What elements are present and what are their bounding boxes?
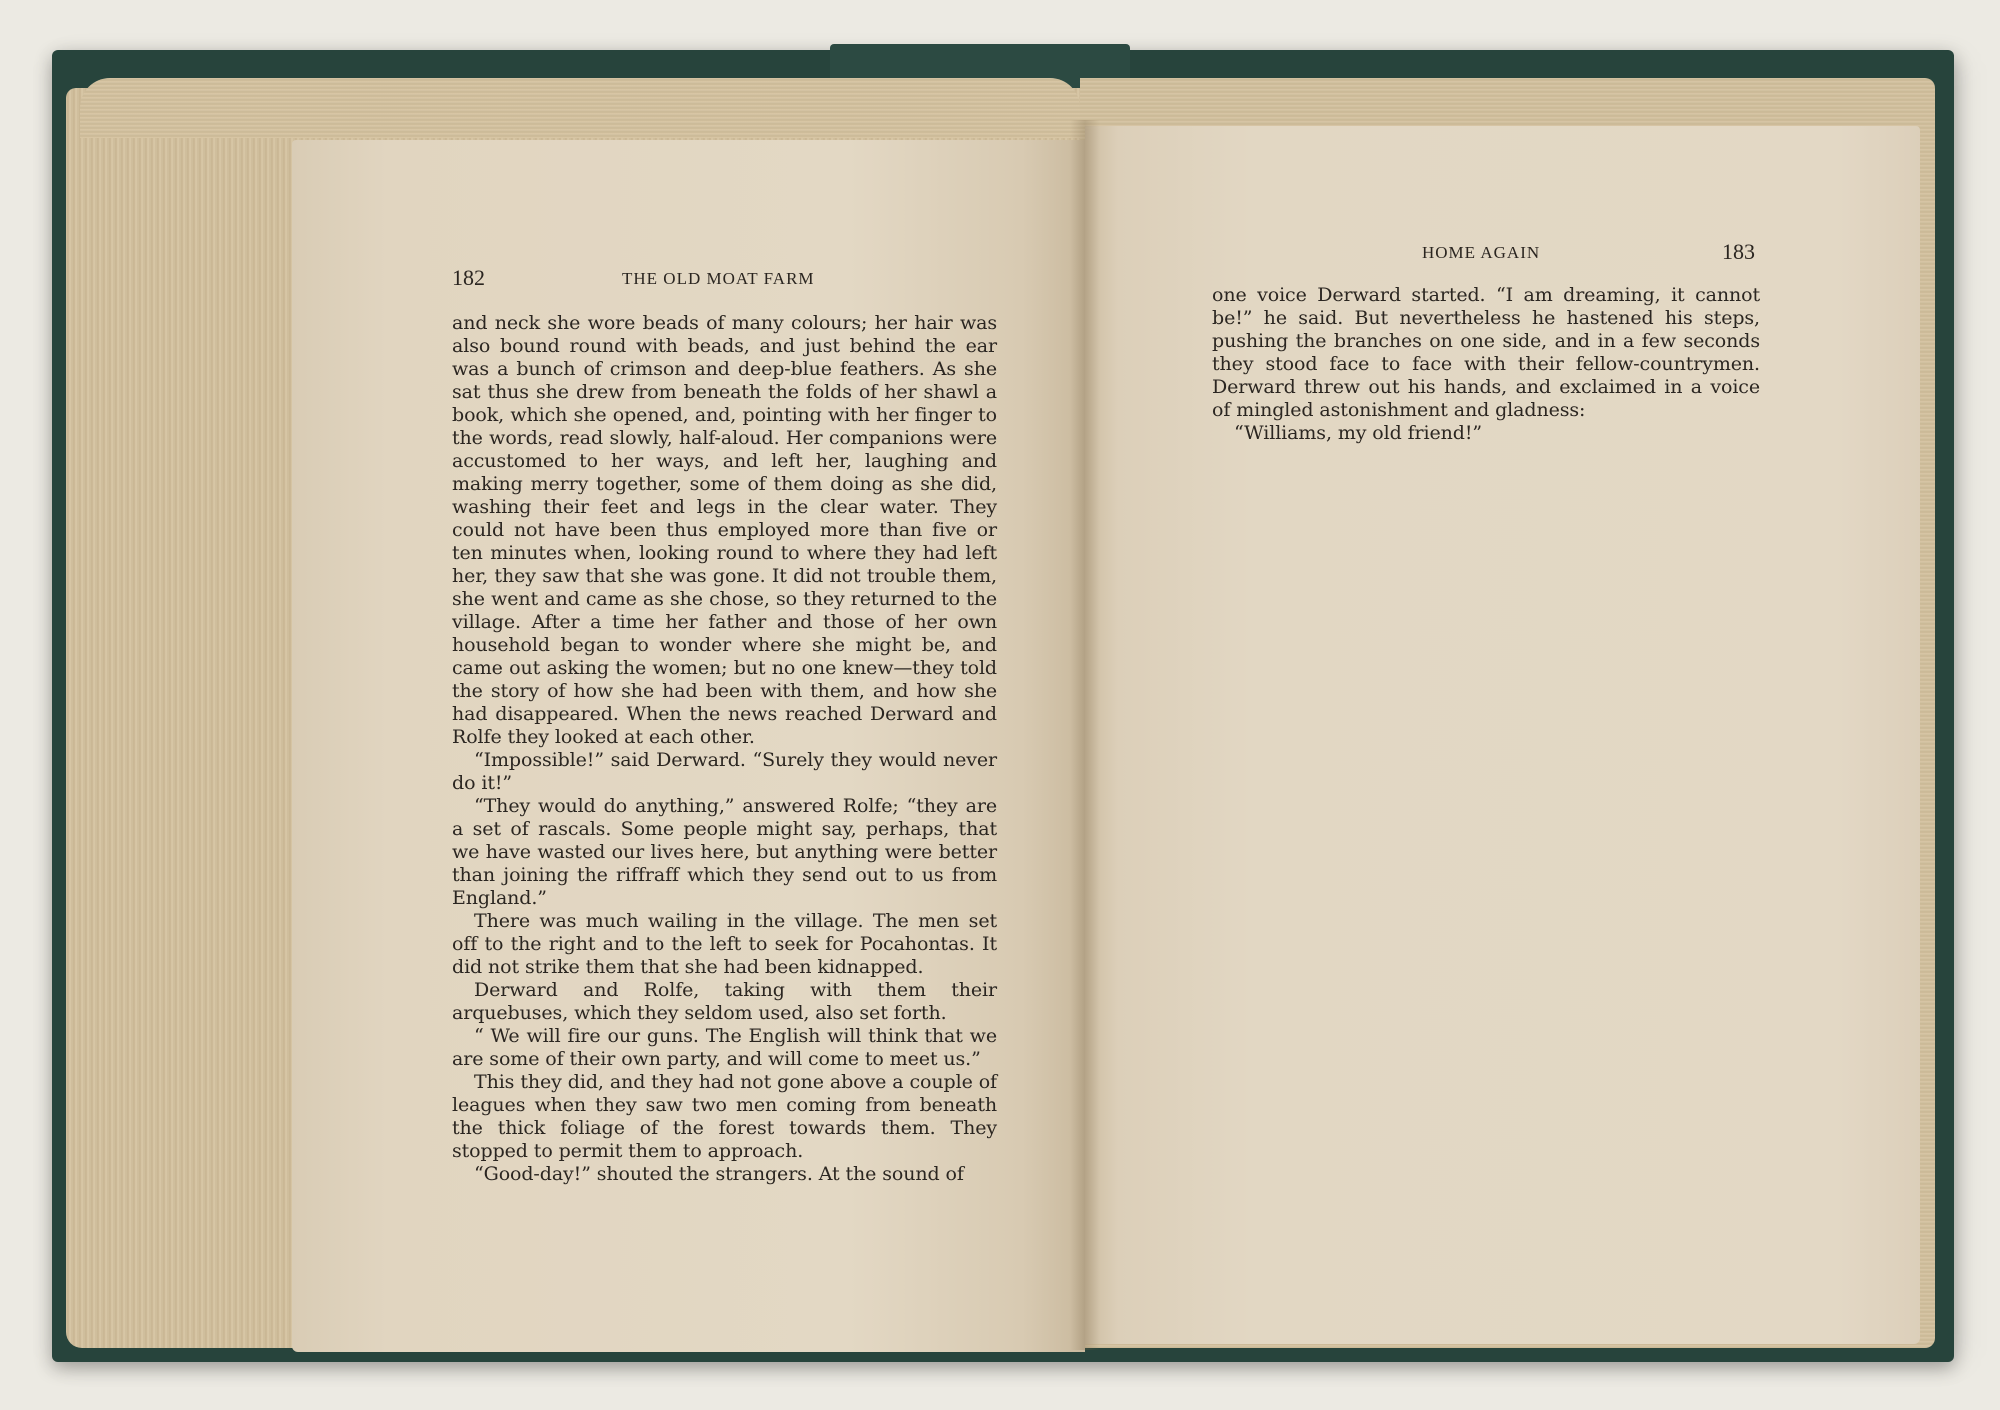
paragraph: There was much wailing in the village. The men set off to the right and to the left to seek for Pocahontas. It did not strike them that she had been kidnapped. [452, 910, 997, 978]
left-page-body [452, 312, 997, 1186]
paragraph: “Good-day!” shouted the strangers. At the sound of [474, 1163, 964, 1185]
right-page-number: 183 [1722, 239, 1755, 264]
right-page-body [1212, 284, 1760, 445]
paragraph: one voice Derward started. “I am dreaming, it cannot be!” he said. But nevertheless he hastened his steps, pushing the branches on one side, and in a few seconds they stood face to face with their fellow-countrymen. Derward threw out his hands, and exclaimed in a voice of mingled astonishment and gladness: [1212, 284, 1760, 421]
top-page-edges [80, 78, 1080, 138]
paragraph: “Williams, my old friend!” [1234, 422, 1483, 444]
left-running-title: THE OLD MOAT FARM [622, 269, 815, 288]
paragraph: “Impossible!” said Derward. “Surely they would never do it!” [452, 749, 997, 794]
paragraph: “ We will fire our guns. The English will think that we are some of their own party, and will come to meet us.” [452, 1025, 997, 1070]
paragraph: and neck she wore beads of many colours; her hair was also bound round with beads, and just behind the ear was a bunch of crimson and deep-blue feathers. As she sat thus she drew from beneath the folds of her shawl a book, which she opened, and, pointing with her finger to the words, read slowly, half-aloud. Her companions were accustomed to her ways, and left her, laughing and making merry together, some of them doing as she did, washing their feet and legs in the clear water. They could not have been thus employed more than five or ten minutes when, looking round to where they had left her, they saw that she was gone. It did not trouble them, she went and came as she chose, so they returned to the village. After a time her father and those of her own household began to wonder where she might be, and came out asking the women; but no one knew—they told the story of how she had been with them, and how she had disappeared. When the news reached Derward and Rolfe they looked at each other. [452, 312, 997, 748]
paragraph: “They would do anything,” answered Rolfe; “they are a set of rascals. Some people might say, perhaps, that we have wasted our lives here, but anything were better than joining the riffraff which they send out to us from England.” [452, 795, 997, 909]
left-page-number: 182 [452, 265, 485, 290]
book-gutter [1070, 120, 1100, 1350]
paragraph: Derward and Rolfe, taking with them their arquebuses, which they seldom used, also set forth. [452, 979, 997, 1024]
paragraph: This they did, and they had not gone above a couple of leagues when they saw two men coming from beneath the thick foliage of the forest towards them. They stopped to permit them to approach. [452, 1071, 997, 1162]
right-running-title: HOME AGAIN [1422, 243, 1541, 262]
